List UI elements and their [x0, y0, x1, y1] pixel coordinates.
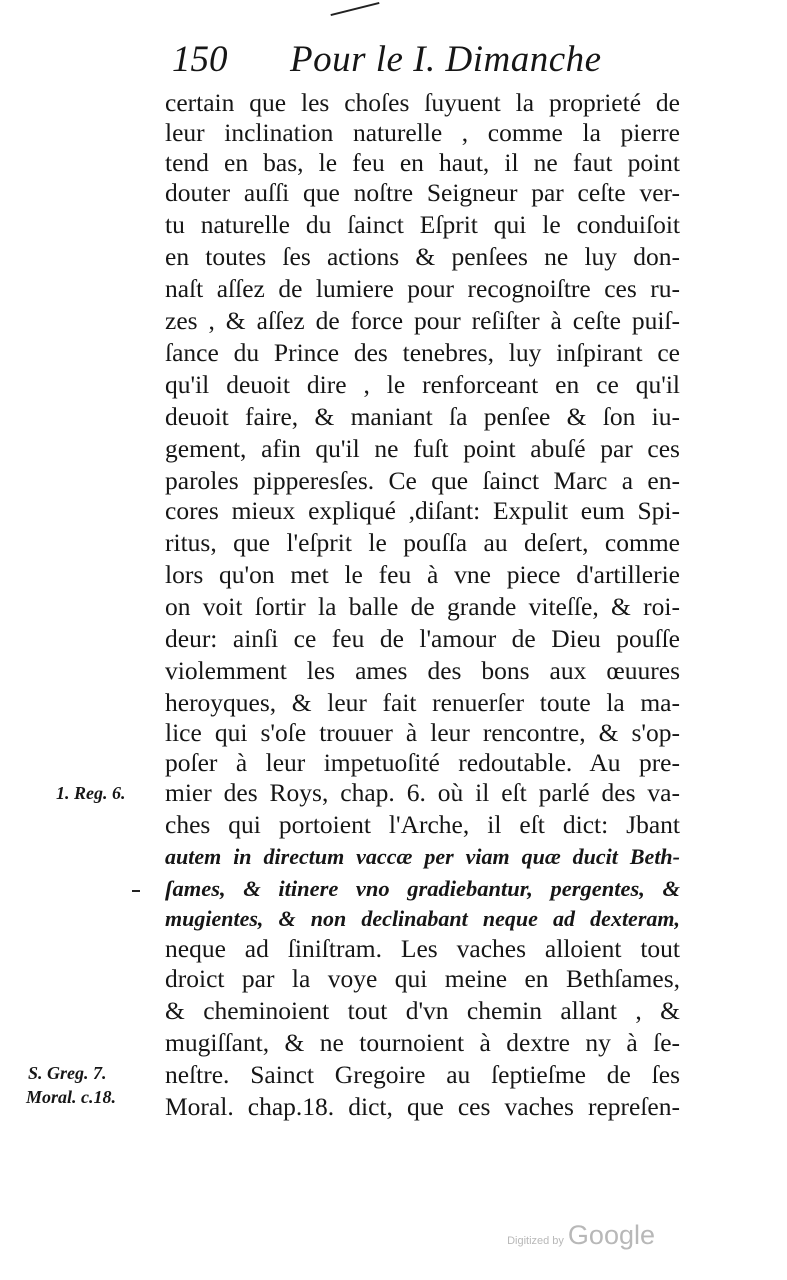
text-line: on voit ſortir la balle de grande viteſſe, & roi- — [165, 592, 680, 621]
text-line: tu naturelle du ſainct Eſprit qui le conduiſoit — [165, 210, 680, 239]
text-roman: cores mieux expliqué ,diſant: Expulit eum Spi- — [165, 496, 680, 525]
margin-note-reg: 1. Reg. 6. — [56, 783, 126, 803]
text-line: leur inclination naturelle , comme la pierre — [165, 118, 680, 147]
text-line-italic: ſames, & itinere vno gradiebantur, pergentes, & — [165, 876, 680, 901]
ink-mark — [331, 2, 380, 16]
text-line: en toutes ſes actions & penſees ne luy don- — [165, 242, 680, 271]
page-number: 150 — [172, 39, 228, 80]
text-line: zes , & aſſez de force pour reſiſter à ceſte puiſ- — [165, 306, 680, 335]
text-line: naſt aſſez de lumiere pour recognoiſtre ces ru- — [165, 274, 680, 303]
text-line: ritus, que l'eſprit le pouſſa au deſert, comme — [165, 528, 680, 557]
text-line: heroyques, & leur fait renuerſer toute la ma- — [165, 688, 680, 717]
text-line-italic: mugientes, & non declinabant neque ad dexteram, — [165, 906, 680, 931]
text-line: neſtre. Sainct Gregoire au ſeptieſme de ſes — [165, 1060, 680, 1089]
text-line: lors qu'on met le feu à vne piece d'artillerie — [165, 560, 680, 589]
text-line: mugiſſant, & ne tournoient à dextre ny à ſe- — [165, 1028, 680, 1057]
text-line: tend en bas, le feu en haut, il ne faut point — [165, 148, 680, 177]
text-line: violemment les ames des bons aux œuures — [165, 656, 680, 685]
margin-note-greg-1: S. Greg. 7. — [28, 1063, 107, 1083]
running-title: Pour le I. Dimanche — [290, 39, 602, 80]
text-line: qu'il deuoit dire , le renforceant en ce qu'il — [165, 370, 680, 399]
text-line: neque ad ſiniſtram. Les vaches alloient tout — [165, 934, 680, 963]
margin-note-greg-2: Moral. c.18. — [26, 1087, 116, 1107]
text-line: certain que les choſes ſuyuent la proprieté de — [165, 88, 680, 117]
running-header — [172, 38, 612, 88]
google-logo: Google — [567, 1220, 655, 1250]
text-line: paroles pipperesſes. Ce que ſainct Marc a en- — [165, 466, 680, 495]
text-line: lice qui s'oſe trouuer à leur rencontre, & s'op- — [165, 718, 680, 747]
text-line — [165, 496, 680, 526]
text-line: poſer à leur impetuoſité redoutable. Au pre- — [165, 748, 680, 777]
text-line: ſance du Prince des tenebres, luy inſpirant ce — [165, 338, 680, 367]
digitized-watermark — [507, 1220, 655, 1251]
text-line: gement, afin qu'il ne fuſt point abuſé par ces — [165, 434, 680, 463]
text-line: & cheminoient tout d'vn chemin allant , & — [165, 996, 680, 1025]
ink-mark — [132, 890, 140, 892]
text-line: douter auſſi que noſtre Seigneur par ceſte ver- — [165, 178, 680, 207]
text-line: ches qui portoient l'Arche, il eſt dict: Jbant — [165, 810, 680, 839]
text-line-italic: autem in directum vaccæ per viam quæ ducit Beth- — [165, 844, 680, 869]
text-line: mier des Roys, chap. 6. où il eſt parlé des va- — [165, 778, 680, 807]
text-line: deuoit faire, & maniant ſa penſee & ſon iu- — [165, 402, 680, 431]
text-line: deur: ainſi ce feu de l'amour de Dieu pouſſe — [165, 624, 680, 653]
text-line: droict par la voye qui meine en Bethſames, — [165, 964, 680, 993]
watermark-prefix: Digitized by — [507, 1235, 564, 1247]
text-line: Moral. chap.18. dict, que ces vaches repreſen- — [165, 1092, 680, 1121]
